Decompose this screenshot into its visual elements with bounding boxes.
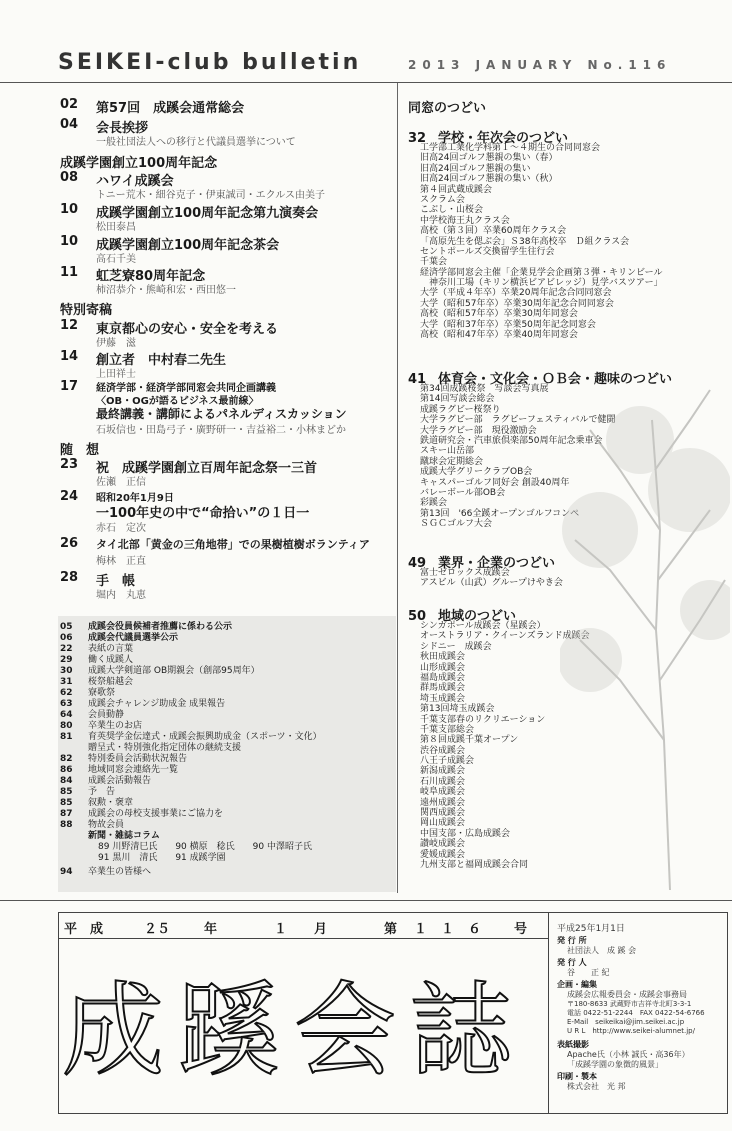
feature-title: 成蹊会活動報告	[88, 776, 152, 786]
list-item[interactable]: スクラム会	[420, 194, 465, 205]
print-heading: 印刷・製本	[557, 1072, 597, 1081]
entry-subtitle: 高石千美	[96, 254, 136, 265]
list-item[interactable]: 八王子成蹊会	[420, 756, 475, 767]
section-title: 体育会・文化会・ＯＢ会・趣味のつどい	[438, 372, 673, 387]
page-number: 10	[60, 202, 79, 217]
bulletin-title: SEIKEI-club bulletin	[58, 50, 362, 75]
page-number: 32	[408, 131, 427, 146]
feature-title: 成蹊会代議員選挙公示	[88, 633, 179, 643]
feature-title: 地域同窓会連絡先一覧	[88, 765, 179, 775]
page-number: 04	[60, 117, 79, 132]
feature-title: 物故会員	[88, 820, 125, 830]
list-item[interactable]: 九州支部と福岡成蹊会合同	[420, 859, 529, 870]
page-number: 24	[60, 489, 79, 504]
page-number: 30	[60, 666, 73, 676]
page-number: 62	[60, 688, 73, 698]
page-number: 05	[60, 622, 73, 632]
entry-title: 祝 成蹊学園創立百周年記念祭一三首	[96, 461, 318, 476]
feature-title: 成蹊会役員候補者推薦に係わる公示	[88, 622, 233, 632]
list-item[interactable]: 鉄道研究会・汽車旅倶楽部50周年記念乗車会	[420, 435, 603, 446]
colophon	[548, 912, 728, 1114]
page-number: 63	[60, 699, 73, 709]
feature-title: 予 告	[88, 787, 116, 797]
list-item[interactable]: 遠州成蹊会	[420, 797, 466, 808]
page-number: 64	[60, 710, 73, 720]
section-heading: 成蹊学園創立100周年記念	[60, 156, 218, 171]
cover-photographer: Apache氏（小林 誠氏・高36年）	[567, 1050, 690, 1059]
page-number: 85	[60, 798, 73, 808]
page-number: 06	[60, 633, 73, 643]
list-item[interactable]: 石川成蹊会	[420, 776, 466, 787]
entry-subtitle: 堀内 丸恵	[96, 590, 146, 601]
list-item[interactable]: 富士ゼロックス成蹊会	[420, 568, 510, 578]
list-item[interactable]: 関西成蹊会	[420, 808, 466, 819]
entry-subtitle: 赤石 定次	[96, 523, 146, 534]
list-item[interactable]: 旧高24回ゴルフ懇親の集い	[420, 163, 531, 174]
entry-subtitle: 上田祥士	[96, 369, 136, 380]
list-item[interactable]: キャスパーゴルフ同好会 創設40周年	[420, 477, 570, 488]
page-number: 28	[60, 570, 79, 585]
list-item[interactable]: 経済学部同窓会主催「企業見学会企画第３弾・キリンビール	[420, 267, 663, 278]
list-item[interactable]: 大学ラグビー部 ラグビーフェスティバルで健闘	[420, 415, 616, 426]
page-number: 26	[60, 536, 79, 551]
editor-heading: 企画・編集	[557, 980, 597, 989]
feature-title: 89 川野清巳氏 90 横原 稔氏 90 中澤昭子氏	[98, 842, 312, 852]
list-item[interactable]: 岡山成蹊会	[420, 818, 466, 829]
feature-title: 卒業生のお店	[88, 721, 143, 731]
page-number: 80	[60, 721, 73, 731]
section-title: 地域のつどい	[438, 609, 517, 624]
url[interactable]: U R L http://www.seikei-alumnet.jp/	[567, 1027, 695, 1035]
list-item[interactable]: 千葉支部総会	[420, 724, 475, 735]
page-number: 11	[60, 265, 79, 280]
feature-title: 会員動静	[88, 710, 125, 720]
list-item[interactable]: 工学部工業化学科第１～４期生の合同同窓会	[420, 143, 601, 153]
toc-left	[60, 97, 390, 617]
issuer-heading: 発 行 人	[557, 958, 587, 967]
page-number: 10	[60, 234, 79, 249]
list-item[interactable]: 大学（昭和57年卒）卒業30周年記念合同同窓会	[420, 298, 614, 309]
list-item[interactable]: 成蹊ラグビー桜祭り	[420, 404, 501, 415]
feature-title: 成蹊大学剣道部 OB期親会（創部95周年）	[88, 666, 260, 676]
list-item[interactable]: 第13回 '66全蹊オープンゴルフコンペ	[420, 508, 580, 519]
feature-title: 桜祭船越会	[88, 677, 134, 687]
publisher: 社団法人 成 蹊 会	[567, 946, 637, 955]
list-item[interactable]: こぶし・山桜会	[420, 205, 484, 216]
year-value: ２５	[144, 922, 171, 937]
list-item[interactable]: シドニー 成蹊会	[420, 641, 492, 652]
feature-title: 成蹊会チャレンジ助成金 成果報告	[88, 699, 226, 709]
entry-title: 東京都心の安心・安全を考える	[96, 322, 279, 337]
list-item[interactable]: シンガポール成蹊会（星蹊会）	[420, 621, 546, 631]
feature-title: 表紙の言葉	[88, 644, 134, 654]
page-number: 82	[60, 754, 73, 764]
page-number: 94	[60, 867, 73, 877]
page-number: 84	[60, 776, 73, 786]
list-item[interactable]: 高校（昭和57年卒）卒業30周年同窓会	[420, 309, 578, 320]
page-number: 49	[408, 556, 427, 571]
list-item[interactable]: 第14回写談会総会	[420, 394, 495, 405]
list-item[interactable]: 埼玉成蹊会	[420, 693, 466, 704]
list-item[interactable]: 千葉会	[420, 257, 448, 268]
entry-title: 昭和20年1月9日	[96, 493, 174, 504]
list-item[interactable]: 旧高24回ゴルフ懇親の集い（春）	[420, 153, 558, 164]
page-number: 22	[60, 644, 73, 654]
list-item[interactable]: 第34回成蹊桜祭 写談会写真展	[420, 384, 549, 394]
magazine-title: 成蹊会誌	[62, 972, 526, 1091]
issue-label: 2013 JANUARY No.116	[408, 58, 672, 72]
entry-title: タイ北部「黄金の三角地帯」での果樹植樹ボランティア	[96, 538, 370, 551]
page-number: 87	[60, 809, 73, 819]
page-number: 12	[60, 318, 79, 333]
list-item[interactable]: 第４回武蔵成蹊会	[420, 184, 493, 195]
page-number: 86	[60, 765, 73, 775]
issuer: 谷 正 紀	[567, 968, 610, 977]
feature-title: 新聞・雑誌コラム	[88, 831, 160, 841]
entry-title: 手 帳	[96, 574, 136, 589]
feature-title: 働く成蹊人	[88, 655, 134, 665]
entry-title: 経済学部・経済学部同窓会共同企画講義	[96, 383, 276, 394]
masthead-divider	[58, 938, 548, 939]
event-list	[420, 143, 720, 340]
list-item[interactable]: 第13回埼玉成蹊会	[420, 704, 495, 715]
list-item[interactable]: ＳＧＣゴルフ大会	[420, 519, 493, 530]
page-number: 31	[60, 677, 73, 687]
list-item[interactable]: 彩蹊会	[420, 498, 448, 509]
page-number: 14	[60, 349, 79, 364]
editor: 成蹊会広報委員会・成蹊会事務局	[567, 990, 687, 999]
phone: 電話 0422-51-2244 FAX 0422-54-6766	[567, 1009, 705, 1017]
list-item[interactable]: 新潟成蹊会	[420, 766, 466, 777]
page-number: 23	[60, 457, 79, 472]
entry-title-line2: 一100年史の中で“命拾い”の１日一	[96, 506, 310, 521]
page-number: 08	[60, 170, 79, 185]
entry-subtitle: 佐瀬 正信	[96, 477, 146, 488]
feature-title: 寮歌祭	[88, 688, 116, 698]
list-item[interactable]: スキー山岳部	[420, 446, 475, 457]
month-unit: 月	[314, 922, 328, 937]
list-item[interactable]: 大学（昭和37年卒）卒業50周年記念同窓会	[420, 319, 596, 330]
page-number: 88	[60, 820, 73, 830]
page-number: 02	[60, 97, 79, 112]
section-heading: 特別寄稿	[60, 303, 113, 318]
entry-subtitle: 梅林 正直	[96, 556, 146, 567]
feature-title: 育英奨学金伝達式・成蹊会振興助成金（スポーツ・文化）	[88, 732, 322, 742]
right-column-title: 同窓のつどい	[408, 101, 487, 116]
section-title: 学校・年次会のつどい	[438, 131, 569, 146]
era-label: 平 成	[64, 922, 104, 937]
page-number: 41	[408, 372, 427, 387]
list-item[interactable]: 群馬成蹊会	[420, 683, 466, 694]
page-number: 17	[60, 379, 79, 394]
list-item[interactable]: 「高原先生を偲ぶ会」Ｓ38年高校卒 Ｄ組クラス会	[420, 236, 630, 247]
regular-features-box	[58, 616, 396, 892]
issue-number: １１６	[414, 922, 496, 937]
list-item[interactable]: 高校（第３回）卒業60周年クラス会	[420, 226, 567, 237]
feature-title: 卒業生の皆様へ	[88, 867, 152, 877]
list-item[interactable]: 岐阜成蹊会	[420, 787, 466, 798]
entry-title: 第57回 成蹊会通常総会	[96, 101, 245, 116]
section-title: 業界・企業のつどい	[438, 556, 556, 571]
list-item[interactable]: バレーボール部OB会	[420, 487, 506, 498]
column-divider	[397, 83, 398, 893]
feature-title: 叙勲・褒章	[88, 798, 134, 808]
year-unit: 年	[204, 922, 218, 937]
list-item[interactable]: 秋田成蹊会	[420, 652, 466, 663]
feature-title: 91 黒川 清氏 91 成蹊学園	[98, 853, 226, 863]
footer-divider	[0, 900, 732, 901]
issue-no-unit: 号	[514, 922, 528, 937]
list-item[interactable]: 渋谷成蹊会	[420, 745, 466, 756]
entry-title: 虹芝寮80周年記念	[96, 269, 206, 284]
list-item[interactable]: 大学（平成４年卒）卒業20周年記念合同同窓会	[420, 288, 612, 299]
list-item[interactable]: アスビル（山武）グループけやき会	[420, 578, 563, 589]
cover-caption: 「成蹊学園の象徴的風景」	[567, 1060, 663, 1069]
entry-subtitle: トニー荒木・細谷克子・伊東誠司・エクルス由美子	[96, 190, 325, 201]
entry-title: 成蹊学園創立100周年記念茶会	[96, 238, 280, 253]
tree-photo	[560, 380, 730, 890]
list-item[interactable]: 神奈川工場（キリン横浜ビアビレッジ）見学バスツアー」	[420, 278, 663, 289]
list-item[interactable]: 中学校海王丸クラス会	[420, 215, 510, 226]
page-number: 85	[60, 787, 73, 797]
list-item[interactable]: 成蹊大学グリークラブOB会	[420, 467, 533, 478]
section-heading: 随 想	[60, 443, 100, 458]
entry-subtitle: 松田泰昌	[96, 222, 136, 233]
feature-title: 成蹊会の母校支援事業にご協力を	[88, 809, 224, 819]
address: 〒180-8633 武蔵野市吉祥寺北町3-3-1	[567, 1000, 692, 1008]
publish-date: 平成25年1月1日	[557, 924, 625, 934]
page-number: 50	[408, 609, 427, 624]
feature-title: 贈呈式・特別強化指定団体の継続支援	[88, 743, 242, 753]
list-item[interactable]: 愛媛成蹊会	[420, 849, 466, 860]
entry-title: 創立者 中村春二先生	[96, 353, 227, 368]
list-item[interactable]: 讃岐成蹊会	[420, 839, 466, 850]
list-item[interactable]: オーストラリア・クイーンズランド成蹊会	[420, 631, 590, 642]
list-item[interactable]: 第８回成蹊千葉オープン	[420, 735, 519, 746]
publisher-heading: 発 行 所	[557, 936, 587, 945]
entry-title-line2: 〈OB・OGが語るビジネス最前線〉	[96, 396, 259, 407]
feature-title: 特別委員会活動状況報告	[88, 754, 188, 764]
entry-title-line3: 最終講義・講師によるパネルディスカッション	[96, 407, 347, 421]
list-item[interactable]: 大学ラグビー部 現役激励会	[420, 425, 537, 436]
list-item[interactable]: 中国支部・広島成蹊会	[420, 828, 511, 839]
entry-title: ハワイ成蹊会	[96, 174, 174, 189]
cover-heading: 表紙撮影	[557, 1040, 589, 1049]
list-item[interactable]: 高校（昭和47年卒）卒業40周年同窓会	[420, 330, 578, 341]
printer: 株式会社 光 邦	[567, 1082, 626, 1091]
entry-subtitle: 石坂信也・田島弓子・廣野研一・吉益裕二・小林まどか	[96, 425, 346, 436]
page-number: 81	[60, 732, 73, 742]
page-number: 29	[60, 655, 73, 665]
list-item[interactable]: 山形成蹊会	[420, 662, 466, 673]
entry-title: 会長挨拶	[96, 121, 149, 136]
month-value: １	[274, 922, 288, 937]
list-item[interactable]: 蹴球会定期総会	[420, 456, 484, 467]
entry-title: 成蹊学園創立100周年記念第九演奏会	[96, 206, 319, 221]
list-item[interactable]: 千葉支部春のリクリエーション	[420, 714, 546, 725]
header-divider	[0, 82, 732, 83]
list-item[interactable]: 旧高24回ゴルフ懇親の集い（秋）	[420, 174, 558, 185]
list-item[interactable]: 福島成蹊会	[420, 672, 466, 683]
list-item[interactable]: セントポールズ交換留学生往行会	[420, 246, 555, 257]
entry-subtitle: 一般社団法人への移行と代議員選挙について	[96, 137, 296, 148]
entry-subtitle: 伊藤 滋	[96, 338, 136, 349]
issue-no-prefix: 第	[384, 922, 398, 937]
entry-subtitle: 柿沼恭介・熊崎和宏・西田悠一	[96, 285, 236, 296]
email[interactable]: E-Mail seikeikai@jim.seikei.ac.jp	[567, 1018, 685, 1026]
